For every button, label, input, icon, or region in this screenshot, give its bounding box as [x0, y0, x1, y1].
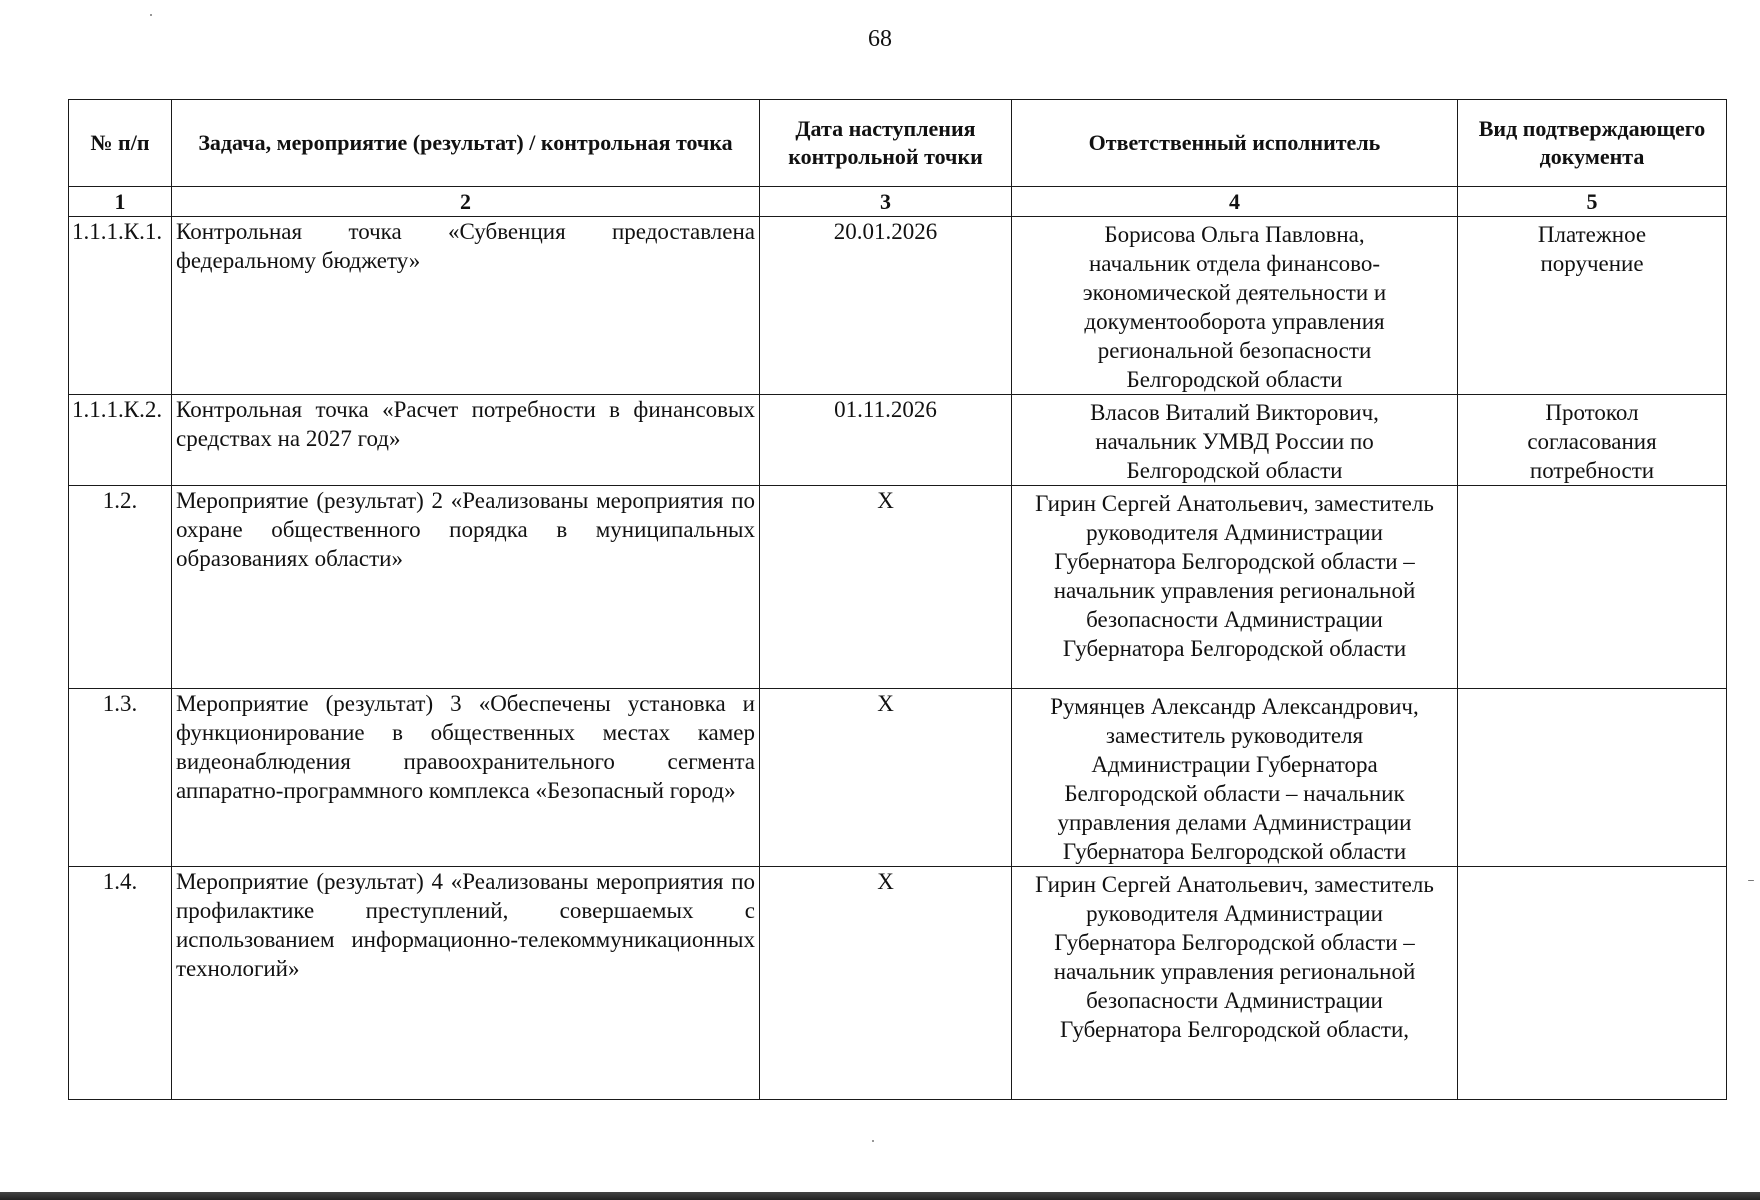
row-id: 1.4.: [69, 867, 172, 1100]
header-task: Задача, мероприятие (результат) / контрольная точка: [172, 100, 760, 187]
row-task: Мероприятие (результат) 2 «Реализованы мероприятия по охране общественного порядка в муниципальных образованиях области»: [172, 486, 760, 689]
row-doc-type: Протокол согласования потребности: [1458, 395, 1727, 486]
scan-speck: [872, 1140, 874, 1142]
row-id: 1.3.: [69, 689, 172, 867]
scan-speck: [1748, 880, 1754, 881]
page-number: 68: [868, 26, 892, 52]
row-task: Контрольная точка «Расчет потребности в финансовых средствах на 2027 год»: [172, 395, 760, 486]
row-responsible: Гирин Сергей Анатольевич, заместитель руководителя Администрации Губернатора Белгородской области – начальник управления региональной безопасности Администрации Губернатора Белгородской области,: [1012, 867, 1458, 1100]
table-row: [69, 867, 1727, 1100]
row-date: X: [760, 867, 1012, 1100]
row-date: X: [760, 689, 1012, 867]
scan-speck: [150, 14, 152, 16]
row-date: 01.11.2026: [760, 395, 1012, 486]
table-row: [69, 217, 1727, 395]
row-responsible: Власов Виталий Викторович, начальник УМВД России по Белгородской области: [1012, 395, 1458, 486]
row-task: Мероприятие (результат) 3 «Обеспечены установка и функционирование в общественных местах камер видеонаблюдения правоохранительного сегмента аппаратно-программного комплекса «Безопасный город»: [172, 689, 760, 867]
column-number-row: [69, 187, 1727, 217]
column-number: 1: [69, 187, 172, 217]
header-responsible: Ответственный исполнитель: [1012, 100, 1458, 187]
row-task: Мероприятие (результат) 4 «Реализованы мероприятия по профилактике преступлений, совершаемых с использованием информационно-телекоммуникационных технологий»: [172, 867, 760, 1100]
table-header-row: [69, 100, 1727, 187]
header-num: № п/п: [69, 100, 172, 187]
scan-edge-bar: [0, 1192, 1760, 1200]
row-doc-type: Платежное поручение: [1458, 217, 1727, 395]
table-row: [69, 395, 1727, 486]
row-doc-type: [1458, 486, 1727, 689]
column-number: 4: [1012, 187, 1458, 217]
row-date: X: [760, 486, 1012, 689]
header-date: Дата наступления контрольной точки: [760, 100, 1012, 187]
row-doc-type: [1458, 689, 1727, 867]
row-doc-type: [1458, 867, 1727, 1100]
table-row: [69, 486, 1727, 689]
row-id: 1.1.1.К.2.: [69, 395, 172, 486]
row-id: 1.2.: [69, 486, 172, 689]
control-points-table: [68, 99, 1727, 1100]
header-doc-type: Вид подтверждающего документа: [1458, 100, 1727, 187]
column-number: 3: [760, 187, 1012, 217]
row-date: 20.01.2026: [760, 217, 1012, 395]
column-number: 2: [172, 187, 760, 217]
row-responsible: Румянцев Александр Александрович, заместитель руководителя Администрации Губернатора Белгородской области – начальник управления делами Администрации Губернатора Белгородской области: [1012, 689, 1458, 867]
row-responsible: Гирин Сергей Анатольевич, заместитель руководителя Администрации Губернатора Белгородской области – начальник управления региональной безопасности Администрации Губернатора Белгородской области: [1012, 486, 1458, 689]
column-number: 5: [1458, 187, 1727, 217]
row-task: Контрольная точка «Субвенция предоставлена федеральному бюджету»: [172, 217, 760, 395]
row-responsible: Борисова Ольга Павловна, начальник отдела финансово-экономической деятельности и документооборота управления региональной безопасности Белгородской области: [1012, 217, 1458, 395]
table-row: [69, 689, 1727, 867]
row-id: 1.1.1.К.1.: [69, 217, 172, 395]
